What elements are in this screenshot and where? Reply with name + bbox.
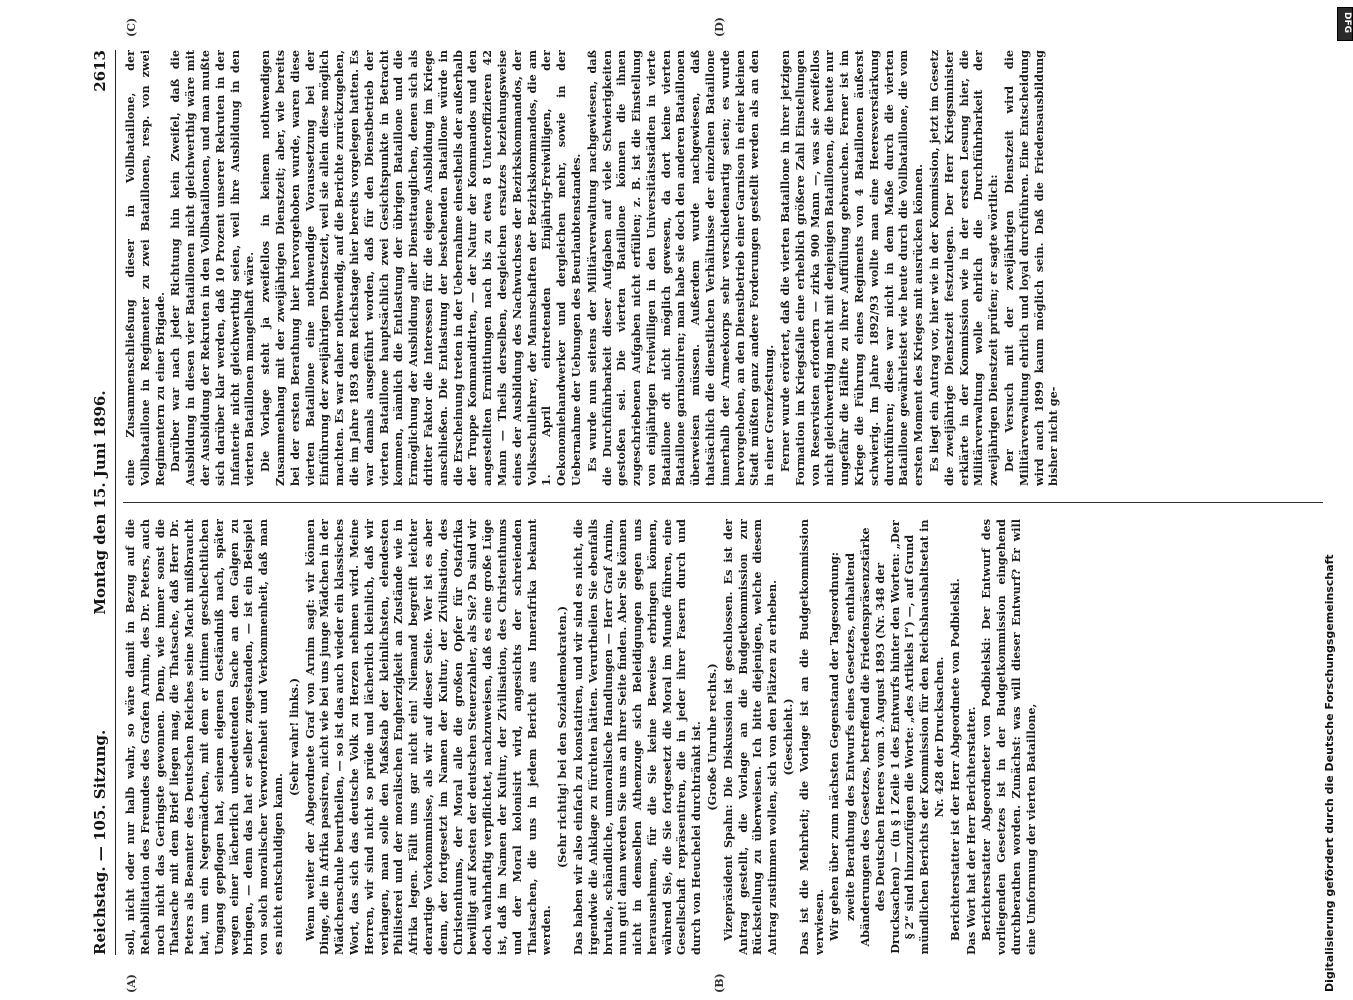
header-rule xyxy=(115,50,116,955)
page-header xyxy=(85,50,115,955)
margin-marker-d: (D) xyxy=(713,17,726,37)
margin-marker-c: (C) xyxy=(125,17,138,37)
left-column xyxy=(123,519,1323,955)
column-divider xyxy=(123,502,1323,503)
paragraph: Darüber war nach jeder Richtung hin kein Zweifel, daß die Ausbildung in diesen vier Bataillonen nicht gleichwerthig wäre mit der Ausbildung der Rekruten in den Vollbataillonen, und man mußte sich darüber klar werden, daß 10 Prozent unserer Rekruten in der Infanterie nicht gleichwerthig seien, weil ihre Ausbildung in den vierten Bataillonen mangelhaft wäre. xyxy=(168,50,257,486)
paragraph: Das Wort hat der Herr Berichterstatter. xyxy=(963,706,978,955)
header-session: Reichstag. — 105. Sitzung. xyxy=(91,729,109,955)
paragraph: Berichterstatter ist der Herr Abgeordnete von Podbielski. xyxy=(947,578,962,941)
paragraph: Es wurde nun seitens der Militärverwaltung nachgewiesen, daß die Durchführbarkeit dieser Aufgaben auf viele Schwierigkeiten gestoßen sei. Die vierten Bataillone können die ihnen zugeschriebenen Aufgaben nicht erfüllen; z. B. ist die Einstellung von einjährigen Freiwilligen in den Universitätsstädten in vierte Bataillone oft nicht möglich gewesen, da dort keine vierten Bataillone garnisoniren; man habe sie doch den anderen Bataillonen überweisen müssen. Außerdem wurde nachgewiesen, daß thatsächlich die dienstlichen Verhältnisse der einzelnen Bataillone innerhalb der Armeekorps sehr verschiedenartig seien; es wurde hervorgehoben, an den Dienstbetrieb einer Garnison in einer kleinen Stadt müßten ganz andere Forderungen gestellt werden als an den in einer Grenzfestung. xyxy=(584,50,777,486)
agenda-item: zweite Berathung des Entwurfs eines Gesetzes, enthaltend Abänderungen des Gesetzes, betreffend die Friedenspräsenzstärke des Deutschen Heeres vom 3. August 1893 (Nr. 348 der Drucksachen) — (in § 1 Zeile 1 des Entwurfs hinter den Worten: „Der § 2“ sind hinzuzufügen die Worte: „des Artikels I“) —, auf Grund mündlichen Berichts der Kommission für den Reichshaushaltsetat in Nr. 428 der Drucksachen. xyxy=(843,519,947,955)
paragraph: soll, nicht oder nur halb wahr, so wäre damit in Bezug auf die Rehabilitation des Freundes des Grafen Arnim, des Dr. Peters, auch noch nicht das Geringste gewonnen. Denn, wie immer sonst die Thatsache mit dem Brief liegen mag, die Thatsache, daß Herr Dr. Peters als Beamter des Deutschen Reiches seine Macht mißbraucht hat, um ein Negermädchen, mit dem er intimen geschlechtlichen Umgang gepflogen hat, seinem eigenen Geständniß nach, später wegen einer lächerlich unbedeutenden Sache an den Galgen zu bringen, — denn das hat er selber zugestanden, — ist ein Beispiel von solch moralischer Verworfenheit und Verkommenheit, daß man es nicht entschuldigen kann. xyxy=(123,519,285,955)
interjection: (Große Unruhe rechts.) xyxy=(705,663,720,811)
margin-marker-a: (A) xyxy=(125,974,138,993)
paragraph: Das haben wir also einfach zu konstatiren, und wir sind es nicht, die irgendwie die Anklage zu fürchten hätten. Verurtheilen Sie ebenfalls brutale, schändliche, unmoralische Handlungen — Herr Graf Arnim, nun gut! dann werden Sie uns an Ihrer Seite finden. Aber Sie können nicht in demselben Athemzuge sich Beleidigungen gegen uns herausnehmen, für die Sie keine Beweise erbringen können, während Sie, die Sie fortgesetzt die Moral im Munde führen, eine Gesellschaft repräsentiren, die in jeder ihrer Fasern durch und durch von Heuchelei durchtränkt ist. xyxy=(570,519,704,955)
dfg-logo xyxy=(1337,7,1353,41)
right-column xyxy=(123,50,1323,486)
interjection: (Sehr wahr! links.) xyxy=(286,678,301,796)
quotation: Der Versuch mit der zweijährigen Dienstzeit wird die Militärverwaltung ehrlich und loyal durchführen. Eine Entscheidung wird auch 1899 kaum möglich sein. Daß die Friedensausbildung bisher nicht ge- xyxy=(1002,50,1061,486)
header-date: Montag den 15. Juni 1896. xyxy=(91,390,109,615)
dfg-logo-text: DFG xyxy=(1342,12,1352,34)
digitization-note: Digitalisierung gefördert durch die Deutsche Forschungsgemeinschaft xyxy=(1323,554,1336,992)
interjection: (Geschieht.) xyxy=(781,698,796,776)
paragraph: Es liegt ein Antrag vor, hier wie in der Kommission, jetzt im Gesetz die zweijährige Dienstzeit festzulegen. Der Herr Kriegsminister erklärte in der Kommission wie in der ersten Lesung hier, die Militärverwaltung wolle ehrlich die Durchführbarkeit der zweijährigen Dienstzeit prüfen; er sagte wörtlich: xyxy=(927,50,1001,486)
paragraph: Wenn weiter der Abgeordnete Graf von Arnim sagt: wir können Dinge, die in Afrika passiren, nicht wie bei uns junge Mädchen in der Mädchenschule beurtheilen, — so ist das auch wieder ein klassisches Wort, das sich das deutsche Volk zu Herzen nehmen wird. Meine Herren, wir sind nicht so prüde und lächerlich kleinlich, daß wir verlangen, man solle den Maßstab der kleinlichsten, elendesten Philisterei und der moralischen Engherzigkeit an Zustände wie in Afrika legen. Fällt uns gar nicht ein! Niemand begreift leichter derartige Vorkommnisse, als wir auf dieser Seite. Wer ist es aber denn, der fortgesetzt im Namen der Kultur, der Zivilisation, des Christenthums, der Moral alle die großen Opfer für Ostafrika bewilligt auf Kosten der deutschen Steuerzahler, als Sie? Da sind wir doch wahrhaftig verpflichtet, nachzuweisen, daß es eine große Lüge ist, daß im Namen der Kultur, der Zivilisation, des Christenthums und der Moral kolonisirt wird, angesichts der schreienden Thatsachen, die uns in jedem Bericht aus Innerafrika bekannt werden. xyxy=(302,519,554,955)
paragraph: Die Vorlage steht ja zweifellos in keinem nothwendigen Zusammenhang mit der zweijährigen Dienstzeit; aber, wie bereits bei der ersten Berathung hier hervorgehoben wurde, waren diese vierten Bataillone eine nothwendige Voraussetzung bei der Einführung der zweijährigen Dienstzeit, weil sie allein diese möglich machten. Es war daher nothwendig, auf die Berichte zurückzugehen, die im Jahre 1893 dem Reichstage hier bereits vorgelegen hatten. Es war damals ausgeführt worden, daß für den Dienstbetrieb der vierten Bataillone hauptsächlich zwei Gesichtspunkte in Betracht kommen, nämlich die Entlastung der übrigen Bataillone und die Ermöglichung der Ausbildung aller Diensttauglichen, denen sich als dritter Faktor die Interessen für die eigene Ausbildung im Kriege anschließen. Die Entlastung der bestehenden Bataillone würde in die Erscheinung treten in der Uebernahme einestheils der außerhalb der Truppe Kommandirten, — der Natur der Kommandos und den angestellten Ermittlungen nach bis zu etwa 8 Unteroffizieren 42 Mann — Theils derselben, desgleichen ersatzes beziehungsweise eines der Ausbildung des Nachwuchses der Bezirkskommandos, der Volksschullehrer, der Mannschaften der Bezirkskommandos, die am 1. April eintretenden Einjährig-Freiwilligen, der Oekonomiehandwerker und dergleichen mehr, sowie in der Uebernahme der Uebungen des Beurlaubtenstandes. xyxy=(258,50,583,486)
paragraph: Ferner wurde erörtert, daß die vierten Bataillone in ihrer jetzigen Formation im Kriegsfalle eine erheblich größere Zahl Einstellungen von Reservisten erfordern — zirka 900 Mann —, was sie zweifellos nicht gleichwerthig macht mit denjenigen Bataillonen, die heute nur ungefähr die Hälfte zu ihrer Auffüllung gebrauchen. Ferner ist im Kriege die Führung eines Regiments von 4 Bataillonen äußerst schwierig. Im Jahre 1892/93 wollte man eine Heeresverstärkung durchführen; diese war nicht in dem Maße durch die vierten Bataillone gewährleistet wie heute durch die Vollbataillone, die vom ersten Moment des Krieges mit ausrücken können. xyxy=(778,50,926,486)
paragraph: Wir gehen über zum nächsten Gegenstand der Tagesordnung: xyxy=(827,552,842,941)
page-number: 2613 xyxy=(91,50,109,92)
paragraph: Vizepräsident Spahn: Die Diskussion ist geschlossen. Es ist der Antrag gestellt, die Vorlage an die Budgetkommission zur Rückstellung zu überweisen. Ich bitte diejenigen, welche diesem Antrag zustimmen wollen, sich von den Plätzen zu erheben. xyxy=(720,519,780,955)
paragraph: Berichterstatter Abgeordneter von Podbielski: Der Entwurf des vorliegenden Gesetzes ist in der Budgetkommission eingehend durchberathen worden. Zunächst: was will dieser Entwurf? Er will eine Umformung der vierten Bataillone, xyxy=(979,519,1038,955)
interjection: (Sehr richtig! bei den Sozialdemokraten.) xyxy=(555,606,570,868)
margin-marker-b: (B) xyxy=(713,973,726,993)
paragraph: eine Zusammenschließung dieser in Vollbataillone, der Vollbataillone in Regimenter zu zwei Bataillonen, resp. von zwei Regimentern zu einer Brigade. xyxy=(123,50,167,486)
paragraph: Das ist die Mehrheit; die Vorlage ist an die Budgetkommission verwiesen. xyxy=(796,519,826,955)
